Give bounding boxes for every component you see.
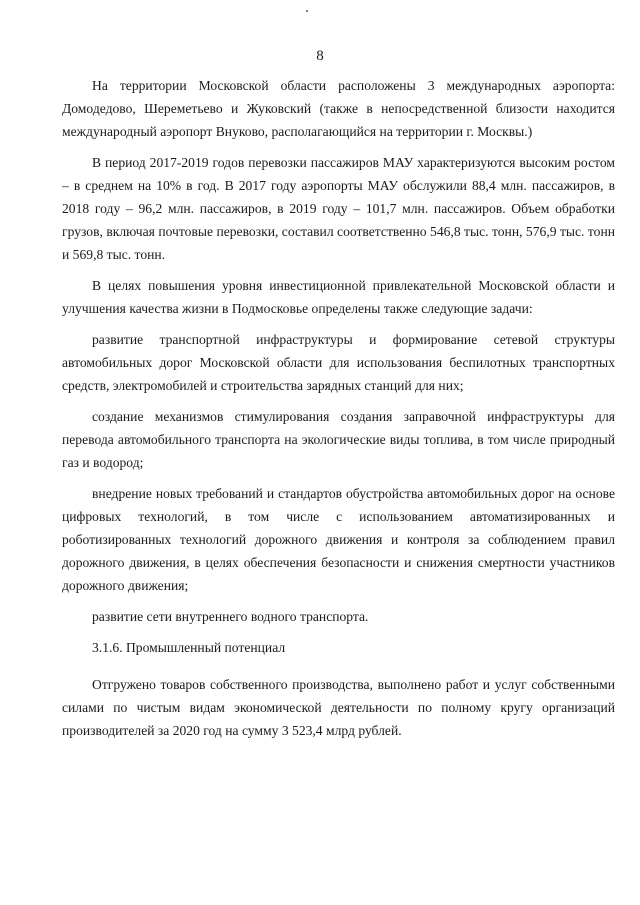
paragraph-passenger-traffic: В период 2017-2019 годов перевозки пассажиров МАУ характеризуются высоким ростом – в среднем на 10% в год. В 2017 году аэропорты МАУ обслужили 88,4 млн. пассажиров, в 2018 году – 96,2 млн. пассажиров, в 2019 году – 101,7 млн. пассажиров. Объем обработки грузов, включая почтовые перевозки, составил соответственно 546,8 тыс. тонн, 576,9 тыс. тонн и 569,8 тыс. тонн.: [62, 155, 615, 262]
paragraph-task-water-transport: развитие сети внутреннего водного транспорта.: [92, 609, 369, 624]
paragraph-task-digital-roads: внедрение новых требований и стандартов обустройства автомобильных дорог на основе цифровых технологий, в том числе с использованием автоматизированных и роботизированных технологий дорожного движения и контроля за соблюдением правил дорожного движения, в целях обеспечения безопасности и снижения смертности участников дорожного движения;: [62, 486, 615, 593]
page-number: 8: [316, 48, 324, 64]
paragraph-industrial-output: Отгружено товаров собственного производства, выполнено работ и услуг собственными силами по чистым видам экономической деятельности по полному кругу организаций производителей за 2020 год на сумму 3 523,4 млрд рублей.: [62, 677, 615, 738]
paragraph-task-transport-infrastructure: развитие транспортной инфраструктуры и формирование сетевой структуры автомобильных дорог Московской области для использования беспилотных транспортных средств, электромобилей и строительства зарядных станций для них;: [62, 332, 615, 393]
document-body: [62, 74, 615, 742]
paragraph-task-fuel-infrastructure: создание механизмов стимулирования создания заправочной инфраструктуры для перевода автомобильного транспорта на экологические виды топлива, в том числе природный газ и водород;: [62, 409, 615, 470]
scan-artifact-dot: [306, 10, 308, 12]
paragraph-tasks-intro: В целях повышения уровня инвестиционной привлекательной Московской области и улучшения качества жизни в Подмосковье определены также следующие задачи:: [62, 278, 615, 316]
section-heading-industrial-potential: 3.1.6. Промышленный потенциал: [92, 640, 286, 655]
paragraph-airports: На территории Московской области расположены 3 международных аэропорта: Домодедово, Шереметьево и Жуковский (также в непосредственной близости находится международный аэропорт Внуково, располагающийся на территории г. Москвы.): [62, 78, 615, 139]
